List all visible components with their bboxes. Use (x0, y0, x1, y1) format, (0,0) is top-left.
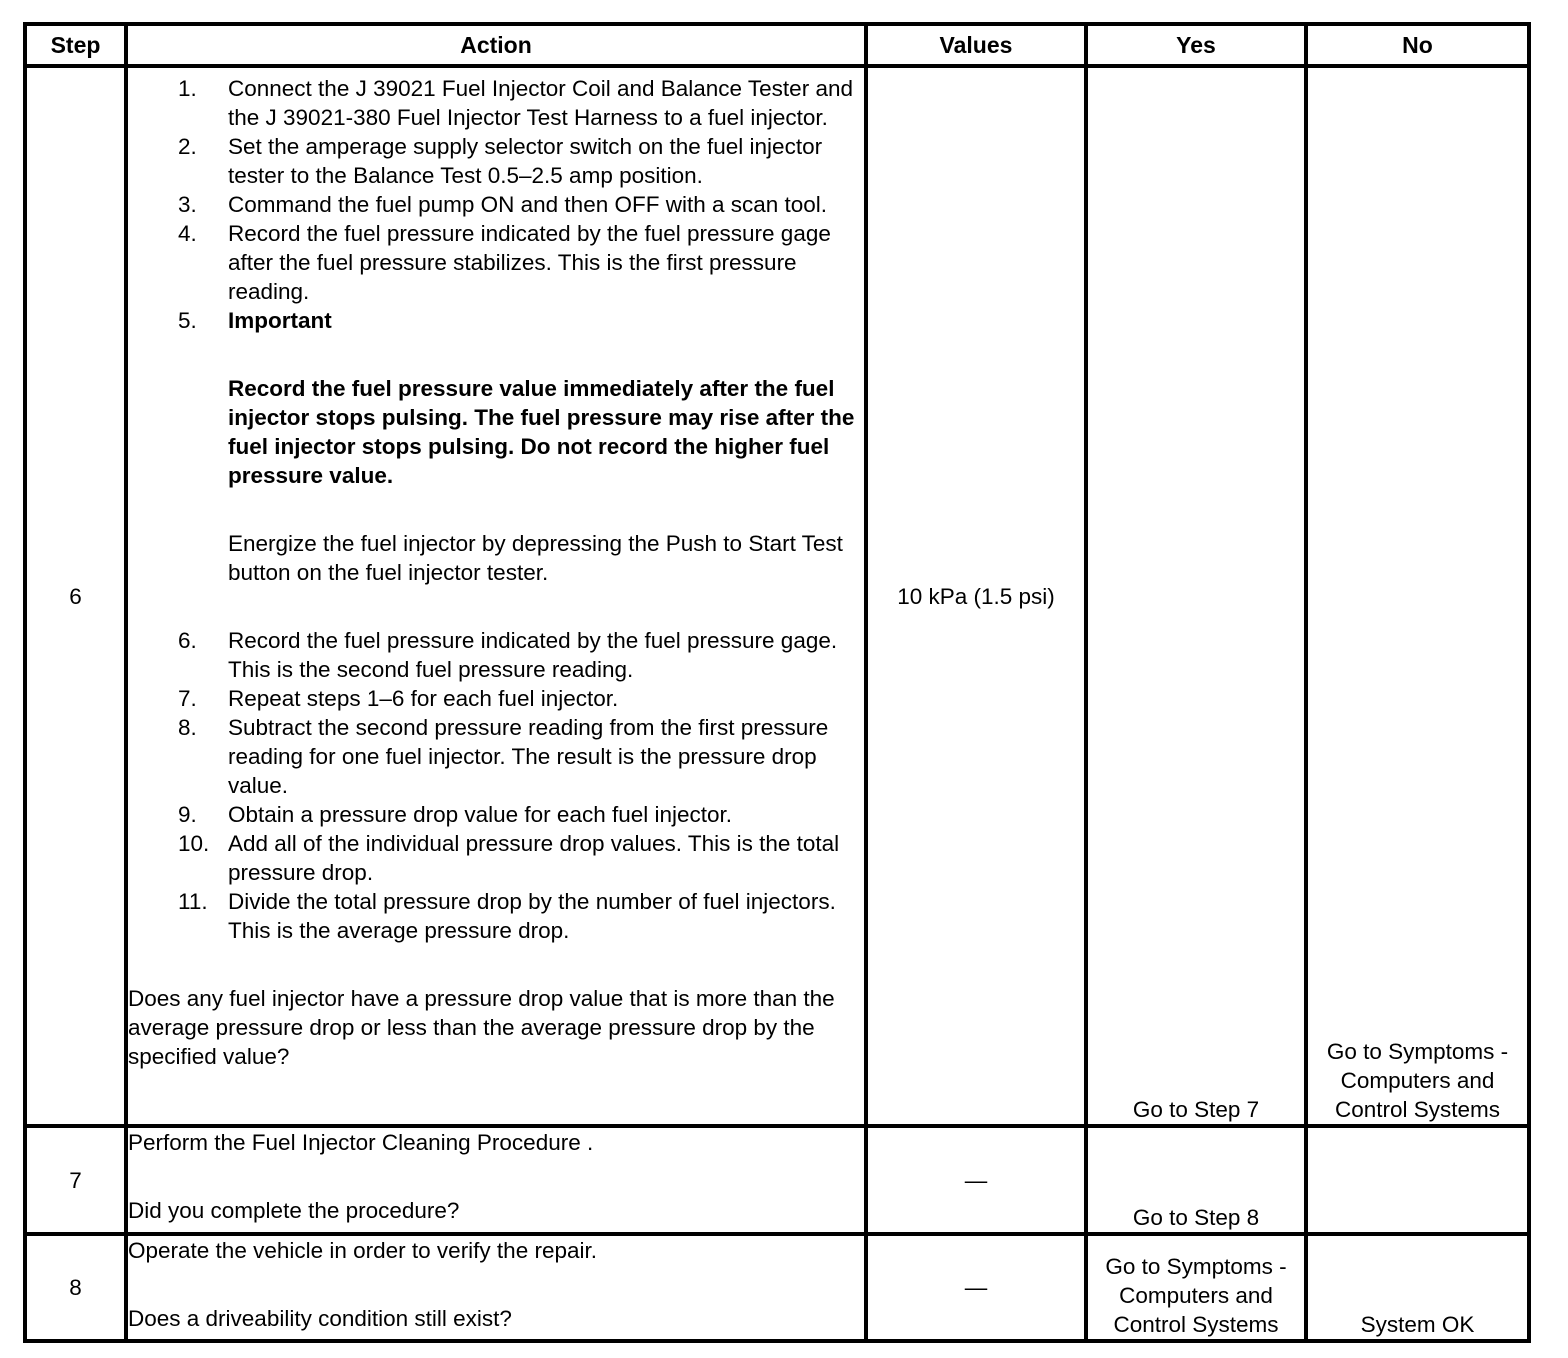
item-number: 7. (178, 686, 197, 711)
item-text: Divide the total pressure drop by the number of fuel injectors. This is the average pressure drop. (228, 889, 836, 943)
item-text: Obtain a pressure drop value for each fuel injector. (228, 802, 733, 827)
action-cell (126, 66, 866, 1126)
item-number: 8. (178, 715, 197, 740)
step-number: 7 (25, 1126, 126, 1234)
table-row-step-7 (25, 1126, 1529, 1234)
yes-cell: Go to Step 8 (1086, 1126, 1306, 1234)
header-no: No (1306, 24, 1529, 66)
item-text: Record the fuel pressure indicated by the fuel pressure gage after the fuel pressure stabilizes. This is the first pressure reading. (228, 221, 831, 304)
list-item (128, 887, 864, 945)
step-number: 8 (25, 1234, 126, 1341)
item-number: 10. (178, 831, 210, 856)
item-text: Subtract the second pressure reading from the first pressure reading for one fuel injector. The result is the pressure drop value. (228, 715, 829, 798)
list-item (128, 132, 864, 190)
value-cell: — (866, 1234, 1086, 1341)
item-text: Connect the J 39021 Fuel Injector Coil and Balance Tester and the J 39021-380 Fuel Injector Test Harness to a fuel injector. (228, 76, 853, 130)
item-number: 5. (178, 308, 197, 333)
header-values: Values (866, 24, 1086, 66)
list-item (128, 190, 864, 219)
list-item (128, 713, 864, 800)
no-cell (1306, 1126, 1529, 1234)
item-text: Record the fuel pressure indicated by the fuel pressure gage. This is the second fuel pressure reading. (228, 628, 838, 682)
list-item (128, 684, 864, 713)
procedure-list (128, 74, 864, 945)
no-cell: Go to Symptoms - Computers and Control Systems (1306, 66, 1529, 1126)
diagnostic-table (23, 22, 1531, 1343)
list-item (128, 829, 864, 887)
list-item (128, 74, 864, 132)
item-text: Add all of the individual pressure drop values. This is the total pressure drop. (228, 831, 840, 885)
item-number: 2. (178, 134, 197, 159)
item-number: 3. (178, 192, 197, 217)
no-cell: System OK (1306, 1234, 1529, 1341)
item-text: Repeat steps 1–6 for each fuel injector. (228, 686, 619, 711)
action-cell (126, 1234, 866, 1341)
important-note: Record the fuel pressure value immediately after the fuel injector stops pulsing. The fuel pressure may rise after the fuel injector stops pulsing. Do not record the higher fuel pressure value. (228, 376, 855, 488)
value-cell: 10 kPa (1.5 psi) (866, 66, 1086, 1126)
item-number: 9. (178, 802, 197, 827)
header-action: Action (126, 24, 866, 66)
table-row-step-6 (25, 66, 1529, 1126)
item-text: Set the amperage supply selector switch on the fuel injector tester to the Balance Test 0.5–2.5 amp position. (228, 134, 823, 188)
action-cell (126, 1126, 866, 1234)
item-number: 11. (178, 889, 208, 914)
value-cell: — (866, 1126, 1086, 1234)
item-text: Energize the fuel injector by depressing the Push to Start Test button on the fuel injector tester. (228, 531, 843, 585)
yes-cell: Go to Symptoms - Computers and Control Systems (1086, 1234, 1306, 1341)
question-text: Does a driveability condition still exist? (128, 1306, 512, 1331)
question-text: Does any fuel injector have a pressure drop value that is more than the average pressure drop or less than the average pressure drop by the specified value? (128, 986, 835, 1069)
list-item (128, 800, 864, 829)
important-label: Important (228, 308, 332, 333)
question-text: Did you complete the procedure? (128, 1198, 460, 1223)
item-text: Command the fuel pump ON and then OFF with a scan tool. (228, 192, 828, 217)
list-item (128, 306, 864, 626)
step-number: 6 (25, 66, 126, 1126)
table-row-step-8 (25, 1234, 1529, 1341)
header-yes: Yes (1086, 24, 1306, 66)
list-item (128, 626, 864, 684)
yes-cell: Go to Step 7 (1086, 66, 1306, 1126)
item-number: 4. (178, 221, 197, 246)
instruction-text: Operate the vehicle in order to verify the repair. (128, 1238, 597, 1263)
item-number: 6. (178, 628, 197, 653)
item-number: 1. (178, 76, 197, 101)
header-step: Step (25, 24, 126, 66)
header-row (25, 24, 1529, 66)
list-item (128, 219, 864, 306)
instruction-text: Perform the Fuel Injector Cleaning Procedure . (128, 1130, 594, 1155)
